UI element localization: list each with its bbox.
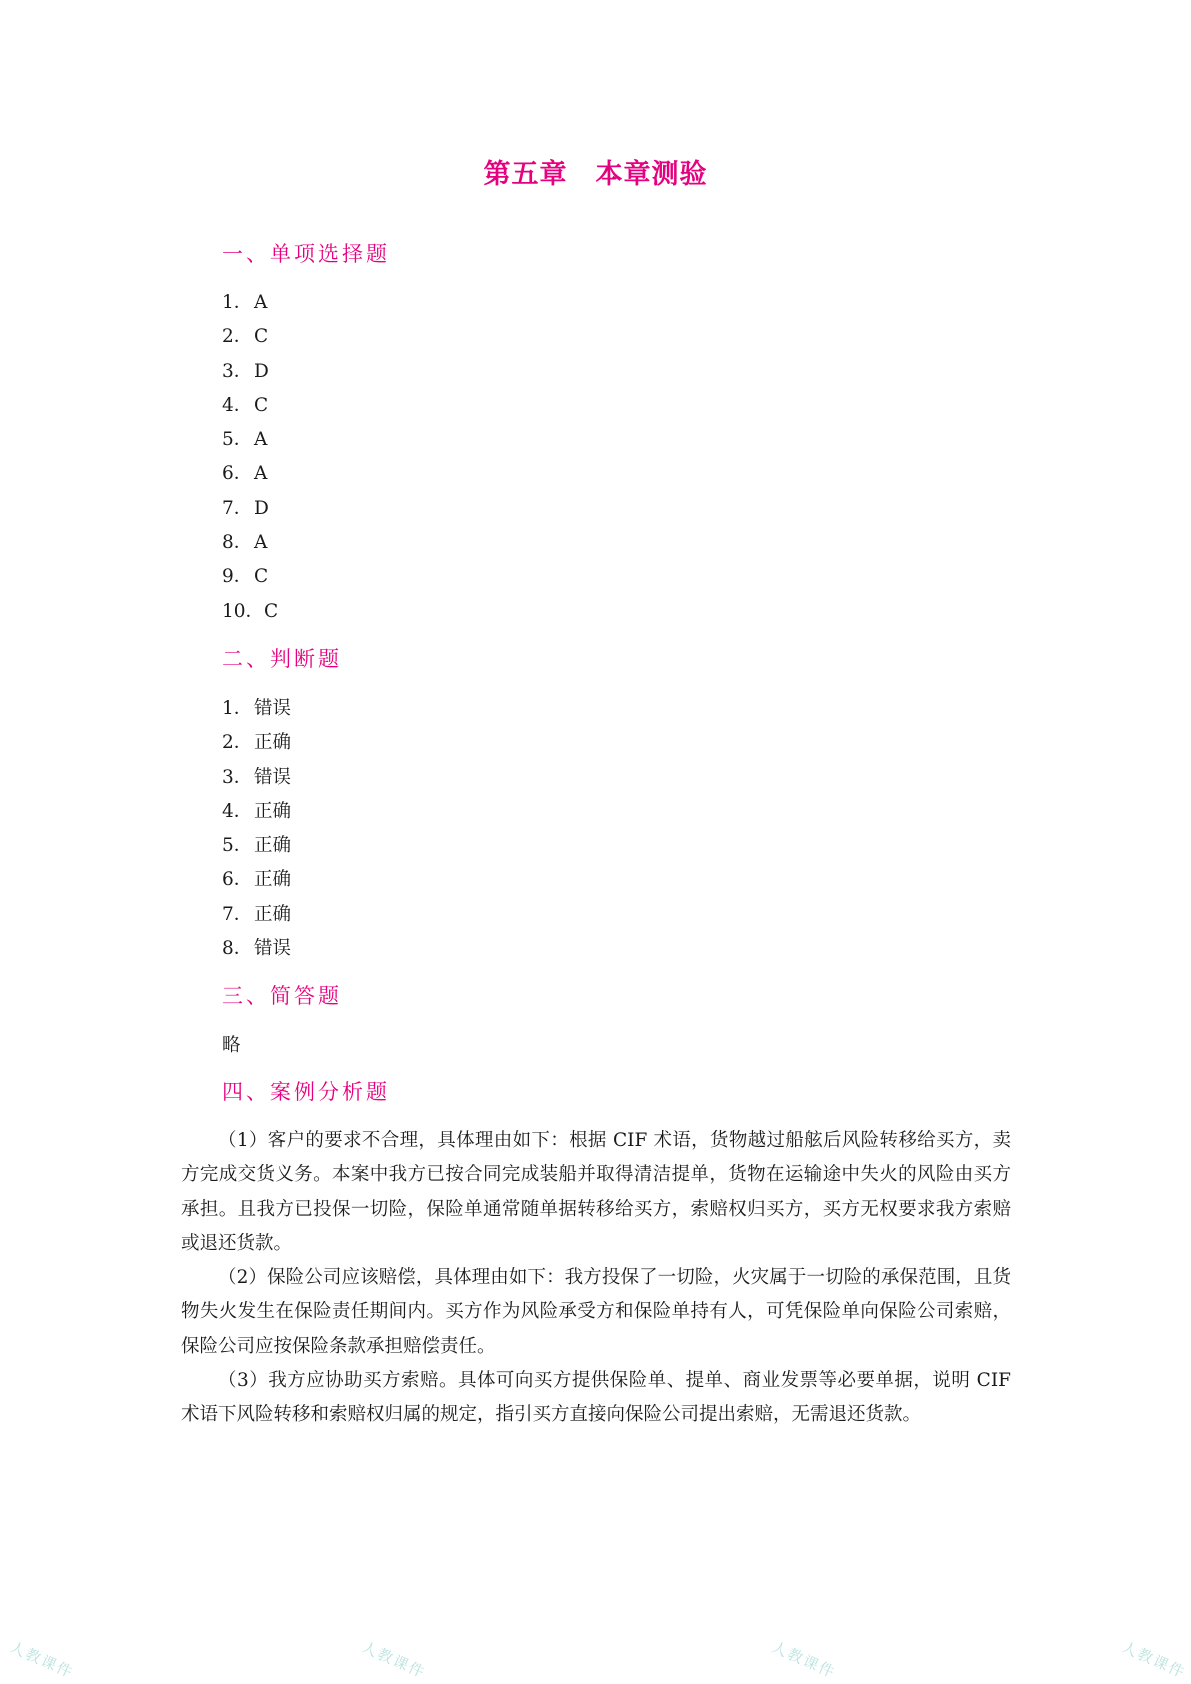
item-answer: C [264, 600, 279, 622]
list-item [222, 932, 291, 966]
section-heading-single-choice: 一、单项选择题 [222, 242, 390, 266]
item-answer: C [254, 566, 269, 588]
judgment-answer-list [222, 692, 291, 966]
list-item [222, 595, 278, 629]
item-answer: A [254, 532, 268, 554]
list-item [222, 423, 278, 457]
item-answer: D [254, 360, 269, 382]
page-title: 第五章 本章测验 [483, 159, 708, 190]
watermark: 人教课件 [359, 1637, 429, 1683]
item-answer: 错误 [254, 766, 292, 788]
item-number: 7． [222, 497, 253, 519]
item-number: 9． [222, 566, 253, 588]
case-paragraph-1: （1）客户的要求不合理，具体理由如下：根据 CIF 术语，货物越过船舷后风险转移给买方，卖方完成交货义务。本案中我方已按合同完成装船并取得清洁提单，货物在运输途中失火的风险由买方承担。且我方已投保一切险，保险单通常随单据转移给买方，索赔权归买方，买方无权要求我方索赔或退还货款。 [181, 1130, 1011, 1254]
list-item [222, 726, 291, 760]
single-choice-answer-list [222, 286, 278, 629]
list-item [222, 692, 291, 726]
item-answer: A [254, 463, 268, 485]
section-heading-judgment: 二、判断题 [222, 647, 342, 671]
item-number: 4． [222, 394, 253, 416]
item-number: 2． [222, 326, 253, 348]
item-answer: C [254, 326, 269, 348]
item-number: 8． [222, 938, 253, 960]
list-item [222, 457, 278, 491]
item-number: 8． [222, 532, 253, 554]
list-item [222, 898, 291, 932]
item-answer: A [254, 292, 268, 313]
item-number: 10． [222, 600, 265, 622]
item-number: 5． [222, 429, 253, 451]
list-item [222, 829, 291, 863]
list-item [222, 320, 278, 354]
item-answer: 错误 [254, 698, 292, 719]
list-item [222, 526, 278, 560]
list-item [222, 355, 278, 389]
case-paragraph-2: （2）保险公司应该赔偿，具体理由如下：我方投保了一切险，火灾属于一切险的承保范围，且货物失火发生在保险责任期间内。买方作为风险承受方和保险单持有人，可凭保险单向保险公司索赔，保险公司应按保险条款承担赔偿责任。 [181, 1267, 1011, 1357]
case-analysis-body [181, 1124, 1011, 1433]
section-heading-short-answer: 三、简答题 [222, 984, 342, 1008]
list-item [222, 795, 291, 829]
item-number: 3． [222, 766, 253, 788]
list-item [222, 863, 291, 897]
item-answer: 正确 [254, 835, 292, 857]
item-answer: 正确 [254, 903, 292, 925]
item-number: 4． [222, 800, 253, 822]
item-answer: 正确 [254, 800, 292, 822]
item-number: 1． [222, 292, 253, 313]
list-item [222, 560, 278, 594]
case-paragraph-3: （3）我方应协助买方索赔。具体可向买方提供保险单、提单、商业发票等必要单据，说明 CIF 术语下风险转移和索赔权归属的规定，指引买方直接向保险公司提出索赔，无需退还货款。 [181, 1370, 1011, 1426]
watermark: 人教课件 [769, 1637, 839, 1683]
item-answer: 错误 [254, 938, 292, 960]
list-item [222, 492, 278, 526]
item-answer: A [254, 429, 268, 451]
watermark: 人教课件 [1119, 1637, 1189, 1683]
list-item [222, 389, 278, 423]
item-number: 2． [222, 732, 253, 754]
list-item [222, 286, 278, 320]
item-answer: D [254, 497, 269, 519]
section-heading-case-analysis: 四、案例分析题 [222, 1080, 390, 1104]
list-item [222, 761, 291, 795]
item-number: 6． [222, 869, 253, 891]
item-answer: C [254, 394, 269, 416]
item-number: 6． [222, 463, 253, 485]
item-answer: 正确 [254, 732, 292, 754]
short-answer-text: 略 [222, 1035, 241, 1056]
item-number: 1． [222, 698, 253, 719]
item-number: 5． [222, 835, 253, 857]
item-number: 3． [222, 360, 253, 382]
item-answer: 正确 [254, 869, 292, 891]
watermark: 人教课件 [7, 1637, 77, 1683]
item-number: 7． [222, 903, 253, 925]
